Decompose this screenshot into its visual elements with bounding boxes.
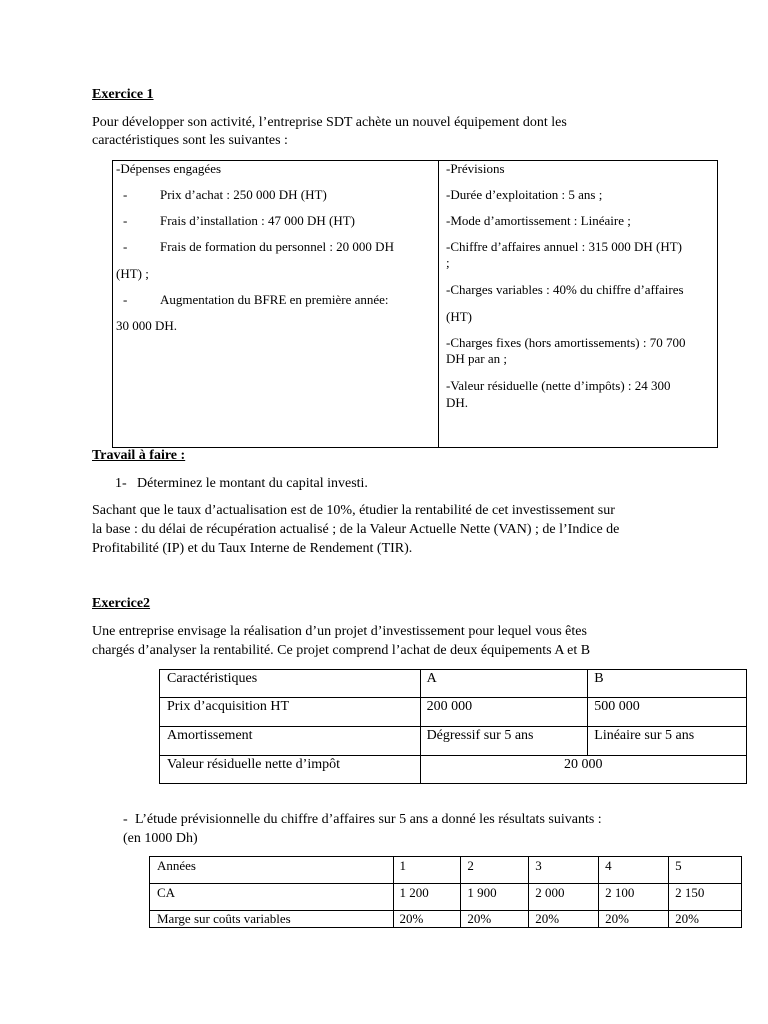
table-header-cell: 2 [461,857,529,884]
prevision-valeur-residuelle: -Valeur résiduelle (nette d’impôts) : 24 300 [446,378,671,393]
exercise-2-intro-line-1: Une entreprise envisage la réalisation d’un projet d’investissement pour lequel vous êtes [92,624,587,639]
table-row [150,857,742,884]
travail-title: Travail à faire : [92,448,186,463]
table-row [160,727,747,756]
table-cell: Marge sur coûts variables [150,911,394,928]
table-row [150,911,742,928]
table-cell: CA [150,884,394,911]
etude-line-2: (en 1000 Dh) [123,831,198,846]
travail-paragraph-line-2: la base : du délai de récupération actualisé ; de la Valeur Actuelle Nette (VAN) ; de l’Indice de [92,522,620,537]
depense-bfre: Augmentation du BFRE en première année: [160,292,389,307]
table-cell: Amortissement [160,727,421,756]
etude-line-1: L’étude prévisionnelle du chiffre d’affaires sur 5 ans a donné les résultats suivants : [135,812,602,827]
table-cell: 1 900 [461,884,529,911]
table-cell: Prix d’acquisition HT [160,698,421,727]
depense-prix-achat: Prix d’achat : 250 000 DH (HT) [160,187,327,202]
prevision-charges-variables: -Charges variables : 40% du chiffre d’affaires [446,282,684,297]
exercise-1-table-divider [438,160,439,447]
table-cell: 1 200 [393,884,461,911]
table-row [160,756,747,784]
etude-dash: - [123,812,128,827]
revenue-table [149,856,742,928]
prevision-mode-amortissement: -Mode d’amortissement : Linéaire ; [446,213,631,228]
table-header-cell: 5 [669,857,742,884]
exercise-1-intro-line-2: caractéristiques sont les suivantes : [92,133,288,148]
question-1-number: 1- [115,476,127,491]
table-header-cell: Années [150,857,394,884]
table-row [150,884,742,911]
table-header-cell: 4 [599,857,669,884]
equipment-table [159,669,747,784]
table-cell: 2 150 [669,884,742,911]
prevision-valeur-residuelle-cont: DH. [446,395,469,410]
prevision-charges-fixes: -Charges fixes (hors amortissements) : 70 700 [446,335,686,350]
exercise-2-title: Exercice2 [92,596,151,611]
table-cell: 20% [393,911,461,928]
table-row [160,670,747,698]
depense-bfre-cont: 30 000 DH. [116,318,178,333]
exercise-2-intro-line-2: chargés d’analyser la rentabilité. Ce projet comprend l’achat de deux équipements A et B [92,643,591,658]
depense-frais-formation: Frais de formation du personnel : 20 000 DH [160,239,394,254]
table-cell: 20% [669,911,742,928]
prevision-charges-fixes-cont: DH par an ; [446,351,508,366]
table-header-cell: 1 [393,857,461,884]
table-cell: 200 000 [420,698,588,727]
table-row [160,698,747,727]
bullet-dash: - [123,292,128,307]
depense-frais-formation-cont: (HT) ; [116,266,149,281]
table-cell: 500 000 [588,698,747,727]
table-cell: Linéaire sur 5 ans [588,727,747,756]
table-header-cell: B [588,670,747,698]
table-header-cell: A [420,670,588,698]
travail-paragraph-line-1: Sachant que le taux d’actualisation est de 10%, étudier la rentabilité de cet investissement sur [92,503,615,518]
exercise-1-intro-line-1: Pour développer son activité, l’entreprise SDT achète un nouvel équipement dont les [92,115,567,130]
previsions-header: -Prévisions [446,161,505,176]
exercise-1-title: Exercice 1 [92,87,154,102]
table-header-cell: Caractéristiques [160,670,421,698]
prevision-duree: -Durée d’exploitation : 5 ans ; [446,187,603,202]
travail-paragraph-line-3: Profitabilité (IP) et du Taux Interne de Rendement (TIR). [92,541,413,556]
prevision-charges-variables-cont: (HT) [446,309,472,324]
prevision-chiffre-affaires: -Chiffre d’affaires annuel : 315 000 DH (HT) [446,239,682,254]
table-cell: 20% [529,911,599,928]
table-cell: 20% [599,911,669,928]
table-cell: Dégressif sur 5 ans [420,727,588,756]
prevision-chiffre-affaires-cont: ; [446,255,450,270]
question-1-text: Déterminez le montant du capital investi. [137,476,368,491]
table-header-cell: 3 [529,857,599,884]
depenses-header: -Dépenses engagées [116,161,222,176]
bullet-dash: - [123,239,128,254]
bullet-dash: - [123,187,128,202]
table-cell: 20% [461,911,529,928]
table-cell: Valeur résiduelle nette d’impôt [160,756,421,784]
table-cell-merged: 20 000 [420,756,746,784]
table-cell: 2 100 [599,884,669,911]
bullet-dash: - [123,213,128,228]
table-cell: 2 000 [529,884,599,911]
depense-frais-installation: Frais d’installation : 47 000 DH (HT) [160,213,355,228]
